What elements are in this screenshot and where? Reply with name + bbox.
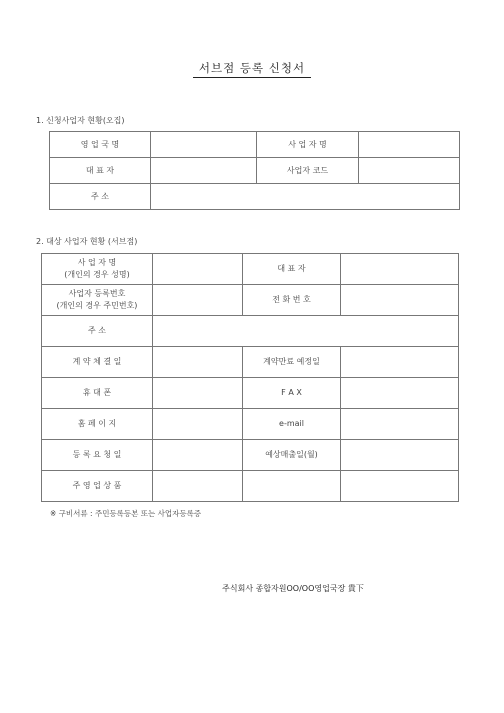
target-table: [41, 253, 459, 502]
label-cell: 사업자 코드: [257, 158, 359, 184]
input-cell[interactable]: [151, 184, 460, 210]
title-text: 서브점 등록 신청서: [193, 60, 311, 78]
input-cell[interactable]: [151, 158, 257, 184]
input-cell[interactable]: [153, 471, 243, 502]
table-row: [50, 158, 460, 184]
input-cell[interactable]: [341, 409, 459, 440]
table-row: [42, 471, 459, 502]
signature-text: 주식회사 종합자원OO/OO영업국장 貴下: [222, 584, 364, 593]
signature-line: [0, 583, 504, 594]
input-cell[interactable]: [151, 132, 257, 158]
label-cell: 전 화 번 호: [243, 285, 341, 316]
table-row: [50, 132, 460, 158]
label-sub: (개인의 경우 주민번호): [56, 301, 138, 310]
label-cell: 주 소: [50, 184, 151, 210]
section1-heading: 1. 신청사업자 현황(오집): [36, 116, 125, 125]
section2-heading: 2. 대상 사업자 현황 (서브점): [36, 237, 138, 246]
input-cell[interactable]: [359, 158, 460, 184]
applicant-table: [49, 131, 460, 210]
label-main: 사 업 자 명: [77, 258, 117, 267]
input-cell[interactable]: [243, 471, 341, 502]
label-main: 사업자 등록번호: [68, 289, 126, 298]
label-sub: (개인의 경우 성명): [64, 270, 130, 279]
input-cell[interactable]: [341, 378, 459, 409]
input-cell[interactable]: [341, 285, 459, 316]
input-cell[interactable]: [153, 254, 243, 285]
input-cell[interactable]: [341, 440, 459, 471]
label-cell: 홈 페 이 지: [42, 409, 153, 440]
table-row: [42, 347, 459, 378]
input-cell[interactable]: [341, 471, 459, 502]
table-row: [42, 409, 459, 440]
label-cell: 계약만료 예정일: [243, 347, 341, 378]
label-cell: [42, 285, 153, 316]
input-cell[interactable]: [153, 347, 243, 378]
required-documents-note: ※ 구비서류 : 주민등록등본 또는 사업자등록증: [50, 509, 202, 518]
label-cell: 등 록 요 청 일: [42, 440, 153, 471]
label-cell: 주 영 업 상 품: [42, 471, 153, 502]
table-row: [42, 254, 459, 285]
label-cell: 사 업 자 명: [257, 132, 359, 158]
input-cell[interactable]: [341, 254, 459, 285]
page-title: [0, 60, 504, 78]
input-cell[interactable]: [153, 378, 243, 409]
input-cell[interactable]: [153, 409, 243, 440]
label-cell: 영 업 국 명: [50, 132, 151, 158]
label-cell: 예상매출일(월): [243, 440, 341, 471]
table-row: [50, 184, 460, 210]
label-cell: 계 약 체 결 일: [42, 347, 153, 378]
input-cell[interactable]: [153, 285, 243, 316]
input-cell[interactable]: [359, 132, 460, 158]
table-row: [42, 440, 459, 471]
label-cell: 주 소: [42, 316, 153, 347]
input-cell[interactable]: [153, 316, 459, 347]
label-cell: 대 표 자: [50, 158, 151, 184]
table-row: [42, 316, 459, 347]
input-cell[interactable]: [341, 347, 459, 378]
table-row: [42, 378, 459, 409]
input-cell[interactable]: [153, 440, 243, 471]
label-cell: e-mail: [243, 409, 341, 440]
label-cell: 휴 대 폰: [42, 378, 153, 409]
label-cell: F A X: [243, 378, 341, 409]
label-cell: 대 표 자: [243, 254, 341, 285]
table-row: [42, 285, 459, 316]
label-cell: [42, 254, 153, 285]
